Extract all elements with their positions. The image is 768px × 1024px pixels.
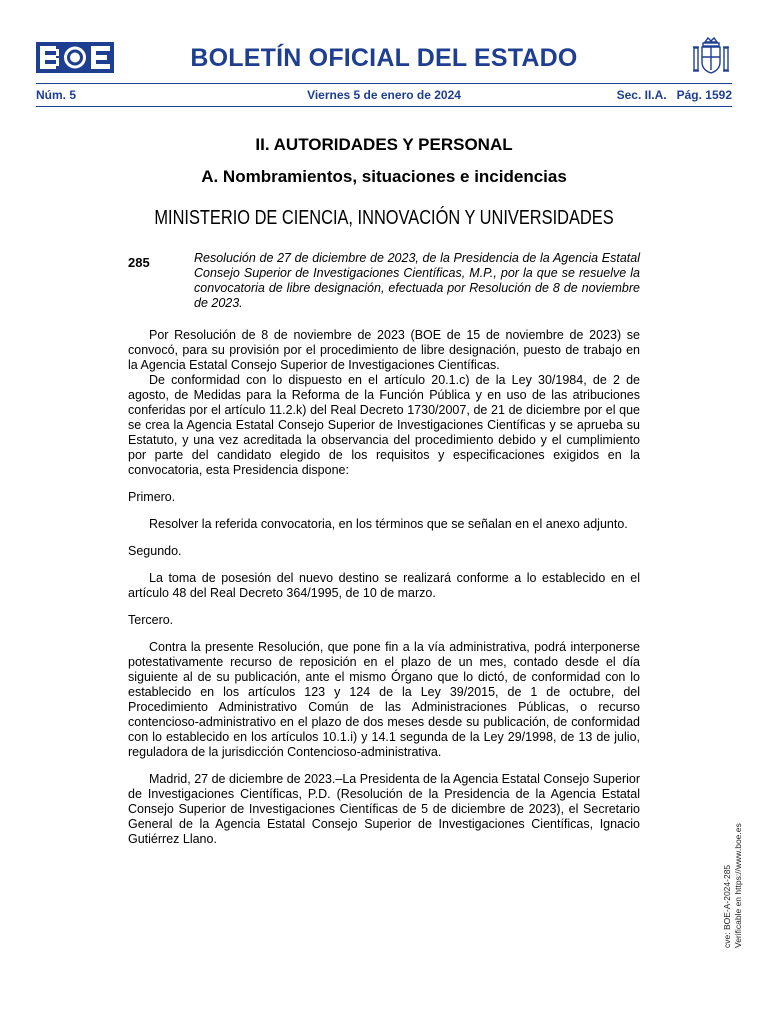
clause-heading: Tercero. (128, 613, 174, 627)
paragraph: La toma de posesión del nuevo destino se realizará conforme a lo establecido en el artículo 48 del Real Decreto 364/1995, de 10 de marzo. (128, 571, 640, 600)
clause-heading: Segundo. (128, 544, 182, 558)
paragraph: De conformidad con lo dispuesto en el artículo 20.1.c) de la Ley 30/1984, de 2 de agosto, de Medidas para la Reforma de la Función Pública y en uso de las atribuciones conferidas por el artículo 11.2.k) del Real Decreto 1730/2007, de 21 de diciembre por el que se crea la Agencia Estatal Consejo Superior de Investigaciones Científicas y se aprueba su Estatuto, y una vez acreditada la observancia del procedimiento debido y el cumplimiento por parte del candidato elegido de los requisitos y especificaciones exigidos en la convocatoria, esta Presidencia dispone: (128, 373, 640, 477)
verification-note (722, 808, 744, 948)
gazette-title: BOLETÍN OFICIAL DEL ESTADO (190, 44, 578, 72)
clause-heading: Primero. (128, 490, 176, 504)
section-title: II. AUTORIDADES Y PERSONAL (255, 135, 513, 154)
header-rule-bottom (36, 106, 732, 107)
ministry-title: MINISTERIO DE CIENCIA, INNOVACIÓN Y UNIVERSIDADES (154, 207, 614, 229)
paragraph: Resolver la referida convocatoria, en los términos que se señalan en el anexo adjunto. (149, 517, 628, 531)
section-page: Sec. II.A. Pág. 1592 (616, 88, 732, 102)
signature-paragraph: Madrid, 27 de diciembre de 2023.–La Presidenta de la Agencia Estatal Consejo Superior de Investigaciones Científicas, P.D. (Resolución de la Presidencia de la Agencia Estatal Consejo Superior de Investigaciones Científicas de 5 de diciembre de 2023), el Secretario General de la Agencia Estatal Consejo Superior de Investigaciones Científicas, Ignacio Gutiérrez Llano. (128, 772, 640, 846)
document-body (128, 328, 640, 847)
coat-of-arms-icon (690, 36, 732, 80)
cve-code: cve: BOE-A-2024-285 (722, 864, 732, 948)
paragraph: Por Resolución de 8 de noviembre de 2023 (BOE de 15 de noviembre de 2023) se convocó, para su provisión por el procedimiento de libre designación, puesto de trabajo en la Agencia Estatal Consejo Superior de Investigaciones Científicas. (128, 328, 640, 372)
disposition-summary: Resolución de 27 de diciembre de 2023, de la Presidencia de la Agencia Estatal Consejo Superior de Investigaciones Científicas, M.P., por la que se resuelve la convocatoria de libre designación, efectuada por Resolución de 8 de noviembre de 2023. (194, 251, 640, 310)
paragraph: Contra la presente Resolución, que pone fin a la vía administrativa, podrá interponerse potestativamente recurso de reposición en el plazo de un mes, contado desde el día siguiente al de su publicación, ante el mismo Órgano que lo dictó, de conformidad con lo establecido en los artículos 123 y 124 de la Ley 39/2015, de 1 de octubre, del Procedimiento Administrativo Común de las Administraciones Públicas, o recurso contencioso-administrativo en el plazo de dos meses desde su publicación, de conformidad con lo establecido en los artículos 10.1.i) y 14.1 segunda de la Ley 29/1998, de 13 de julio, reguladora de la jurisdicción Contencioso-administrativa. (128, 640, 640, 759)
header-rule-top (36, 83, 732, 84)
issue-number: Núm. 5 (36, 88, 77, 102)
subsection-title: A. Nombramientos, situaciones e incidencias (201, 167, 567, 186)
disposition-number: 285 (128, 255, 150, 270)
verification-link[interactable]: Verificable en https://www.boe.es (733, 823, 743, 948)
issue-date: Viernes 5 de enero de 2024 (307, 88, 461, 102)
